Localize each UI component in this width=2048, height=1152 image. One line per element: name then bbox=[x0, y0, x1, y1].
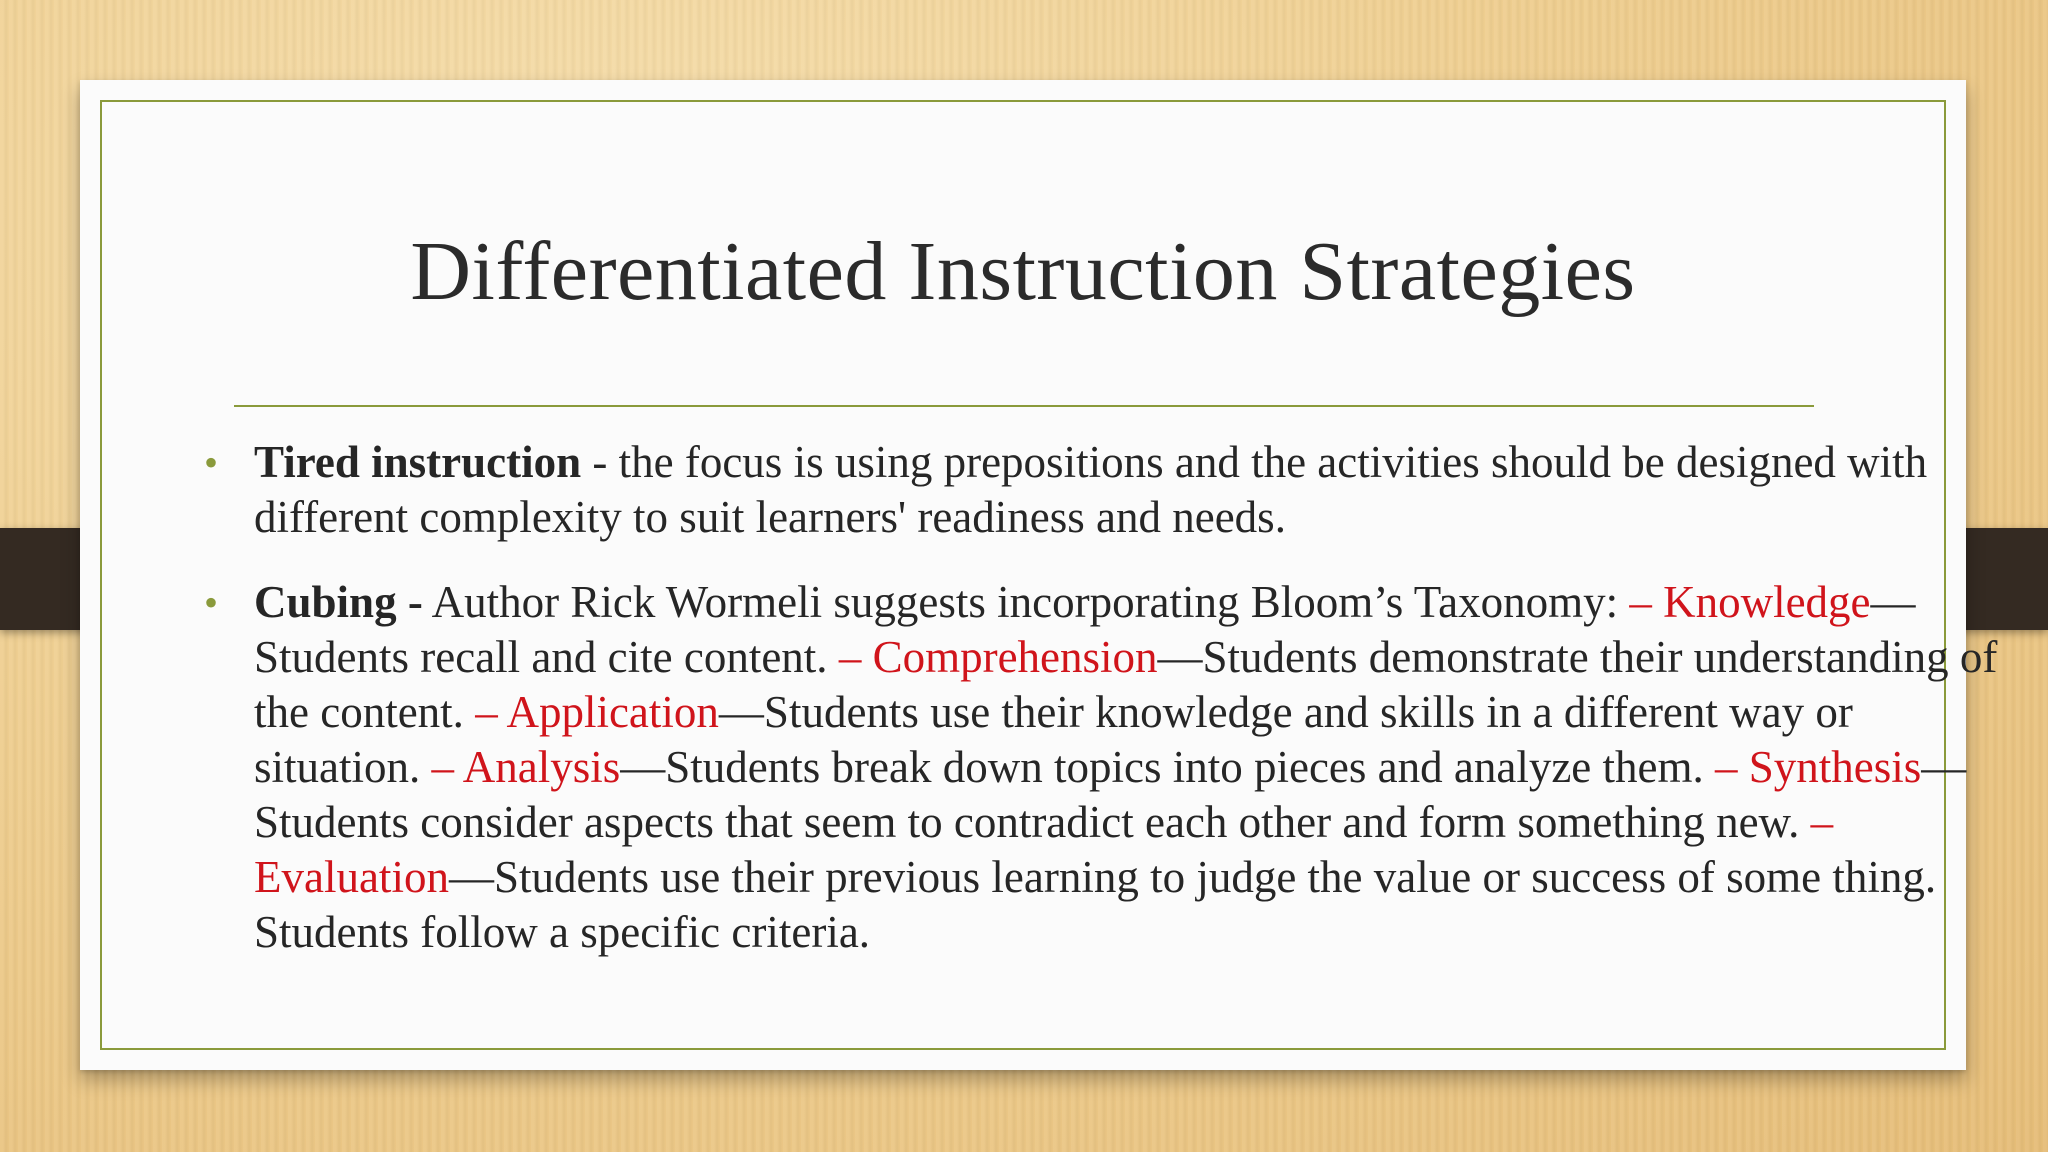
level-label-application: – Application bbox=[475, 687, 719, 737]
level-description-synthesis: —Students consider aspects that seem to contradict each other and form something new. bbox=[254, 742, 1967, 847]
level-label-analysis: – Analysis bbox=[431, 742, 621, 792]
level-label-synthesis: – Synthesis bbox=[1715, 742, 1922, 792]
level-description-application: —Students use their knowledge and skills in a different way or situation. bbox=[254, 687, 1853, 792]
level-label-comprehension: – Comprehension bbox=[838, 632, 1158, 682]
bullet-text: - the focus is using prepositions and the activities should be designed with different complexity to suit learners' readiness and needs. bbox=[254, 437, 1928, 542]
level-description-knowledge: —Students recall and cite content. bbox=[254, 577, 1916, 682]
bullet-term: Tired instruction bbox=[254, 437, 582, 487]
title-divider bbox=[234, 405, 1814, 407]
bullet-term: Cubing - bbox=[254, 577, 423, 627]
slide-content bbox=[204, 435, 2014, 960]
bullet-cubing bbox=[204, 575, 2014, 960]
level-label-evaluation: – Evaluation bbox=[254, 797, 1834, 902]
bullet-intro: Author Rick Wormeli suggests incorporating Bloom’s Taxonomy: bbox=[422, 577, 1630, 627]
bullet-icon: • bbox=[204, 580, 219, 625]
level-label-knowledge: – Knowledge bbox=[1629, 577, 1871, 627]
slide bbox=[80, 80, 1998, 1070]
bullet-icon: • bbox=[204, 440, 219, 485]
bullet-tiered-instruction bbox=[204, 435, 2014, 545]
level-description-evaluation: —Students use their previous learning to judge the value or success of some thing. Students follow a specific criteria. bbox=[254, 852, 1937, 957]
slide-title: Differentiated Instruction Strategies bbox=[410, 225, 1636, 318]
level-description-comprehension: —Students demonstrate their understanding of the content. bbox=[254, 632, 1998, 737]
level-description-analysis: —Students break down topics into pieces and analyze them. bbox=[620, 742, 1716, 792]
